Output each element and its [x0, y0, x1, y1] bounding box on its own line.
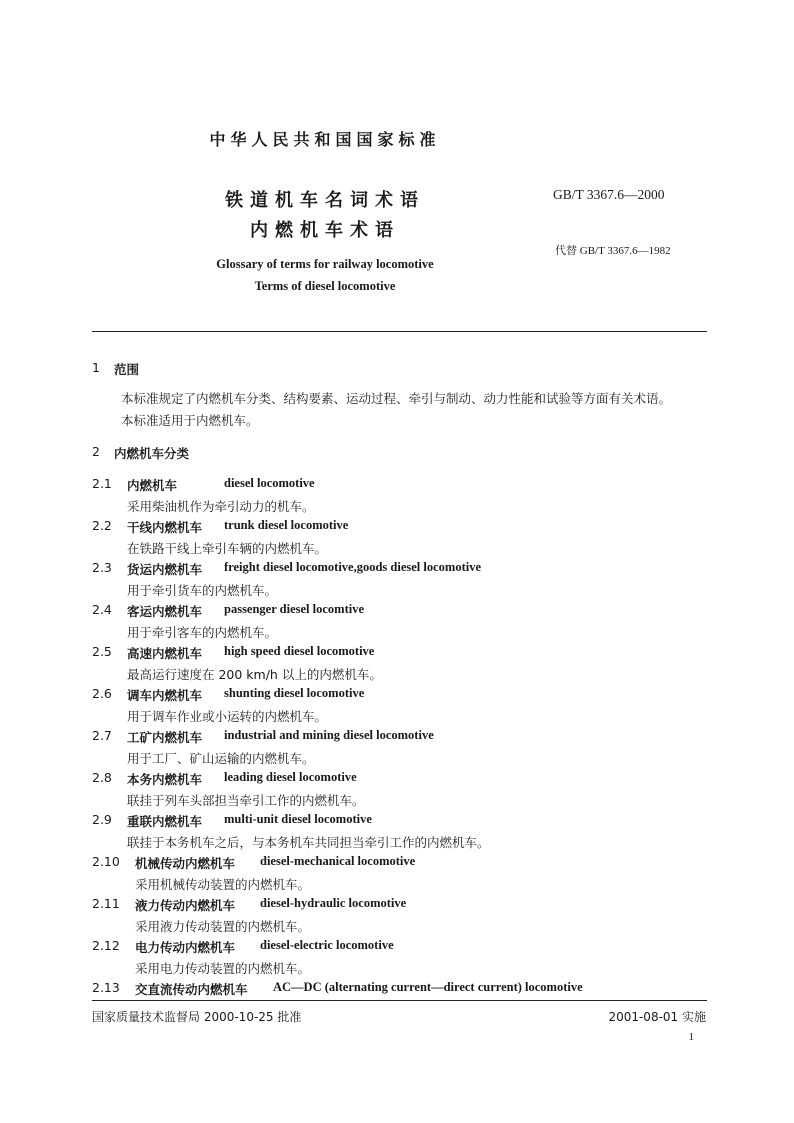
term-en: diesel-electric locomotive [260, 938, 394, 952]
term-zh: 电力传动内燃机车 [135, 940, 236, 955]
term-number: 2.1 [92, 476, 112, 491]
term-zh: 调车内燃机车 [127, 688, 203, 703]
replaces-standard: 代替 GB/T 3367.6—1982 [555, 245, 671, 257]
term-en: AC—DC (alternating current—direct current) locomotive [273, 980, 583, 994]
term-zh: 干线内燃机车 [127, 520, 203, 535]
standard-type-heading: 中华人民共和国国家标准 [209, 130, 441, 149]
term-zh: 本务内燃机车 [127, 772, 203, 787]
term-zh: 重联内燃机车 [127, 814, 203, 829]
standard-code: GB/T 3367.6—2000 [553, 187, 665, 202]
term-zh: 交直流传动内燃机车 [135, 982, 248, 997]
term-en: passenger diesel locomtive [224, 602, 365, 616]
term-en: leading diesel locomotive [224, 770, 357, 784]
section-1-number: 1 [92, 360, 100, 375]
document-title-zh-line1: 铁道机车名词术语 [225, 190, 425, 211]
term-zh: 高速内燃机车 [127, 646, 203, 661]
term-en: high speed diesel locomotive [224, 644, 375, 658]
term-en: freight diesel locomotive,goods diesel locomotive [224, 560, 482, 574]
term-number: 2.3 [92, 560, 112, 575]
term-number: 2.10 [92, 854, 120, 869]
term-zh: 货运内燃机车 [127, 562, 203, 577]
page-number: 1 [688, 1031, 694, 1043]
section-2-number: 2 [92, 444, 100, 459]
term-en: multi-unit diesel locomotive [224, 812, 372, 826]
term-definition: 联挂于列车头部担当牵引工作的内燃机车。 [127, 793, 365, 808]
term-number: 2.9 [92, 812, 112, 827]
footer-divider [92, 1000, 707, 1001]
term-number: 2.6 [92, 686, 112, 701]
term-zh: 液力传动内燃机车 [135, 898, 236, 913]
term-number: 2.2 [92, 518, 112, 533]
term-en: diesel-hydraulic locomotive [260, 896, 407, 910]
term-number: 2.7 [92, 728, 112, 743]
term-number: 2.13 [92, 980, 120, 995]
document-title-en-line1: Glossary of terms for railway locomotive [216, 257, 434, 271]
term-number: 2.12 [92, 938, 120, 953]
term-zh: 工矿内燃机车 [127, 730, 203, 745]
term-definition: 用于工厂、矿山运输的内燃机车。 [127, 751, 315, 766]
approval-notice: 国家质量技术监督局 2000-10-25 批准 [92, 1010, 302, 1024]
term-en: shunting diesel locomotive [224, 686, 365, 700]
section-1-title: 范围 [114, 362, 140, 377]
term-definition: 采用机械传动装置的内燃机车。 [135, 877, 311, 892]
section-1-paragraph-2: 本标准适用于内燃机车。 [121, 413, 259, 428]
term-en: industrial and mining diesel locomotive [224, 728, 434, 742]
term-en: diesel-mechanical locomotive [260, 854, 416, 868]
term-definition: 联挂于本务机车之后，与本务机车共同担当牵引工作的内燃机车。 [127, 835, 490, 850]
term-definition: 采用液力传动装置的内燃机车。 [135, 919, 311, 934]
term-number: 2.4 [92, 602, 112, 617]
implementation-date: 2001-08-01 实施 [608, 1010, 706, 1024]
term-en: trunk diesel locomotive [224, 518, 349, 532]
term-definition: 用于牵引客车的内燃机车。 [127, 625, 278, 640]
term-number: 2.8 [92, 770, 112, 785]
term-definition: 在铁路干线上牵引车辆的内燃机车。 [127, 541, 328, 556]
section-1-paragraph-1: 本标准规定了内燃机车分类、结构要素、运动过程、牵引与制动、动力性能和试验等方面有关术语。 [121, 391, 672, 406]
term-definition: 用于调车作业或小运转的内燃机车。 [127, 709, 328, 724]
term-zh: 客运内燃机车 [127, 604, 203, 619]
document-title-zh-line2: 内燃机车术语 [250, 220, 400, 241]
term-definition: 最高运行速度在 200 km/h 以上的内燃机车。 [127, 667, 382, 682]
term-zh: 内燃机车 [127, 478, 178, 493]
term-definition: 用于牵引货车的内燃机车。 [127, 583, 278, 598]
header-divider [92, 331, 707, 332]
term-definition: 采用柴油机作为牵引动力的机车。 [127, 499, 315, 514]
section-2-title: 内燃机车分类 [114, 446, 190, 461]
term-number: 2.11 [92, 896, 120, 911]
document-title-en-line2: Terms of diesel locomotive [254, 279, 396, 293]
term-definition: 采用电力传动装置的内燃机车。 [135, 961, 311, 976]
term-en: diesel locomotive [224, 476, 315, 490]
term-number: 2.5 [92, 644, 112, 659]
term-zh: 机械传动内燃机车 [135, 856, 236, 871]
